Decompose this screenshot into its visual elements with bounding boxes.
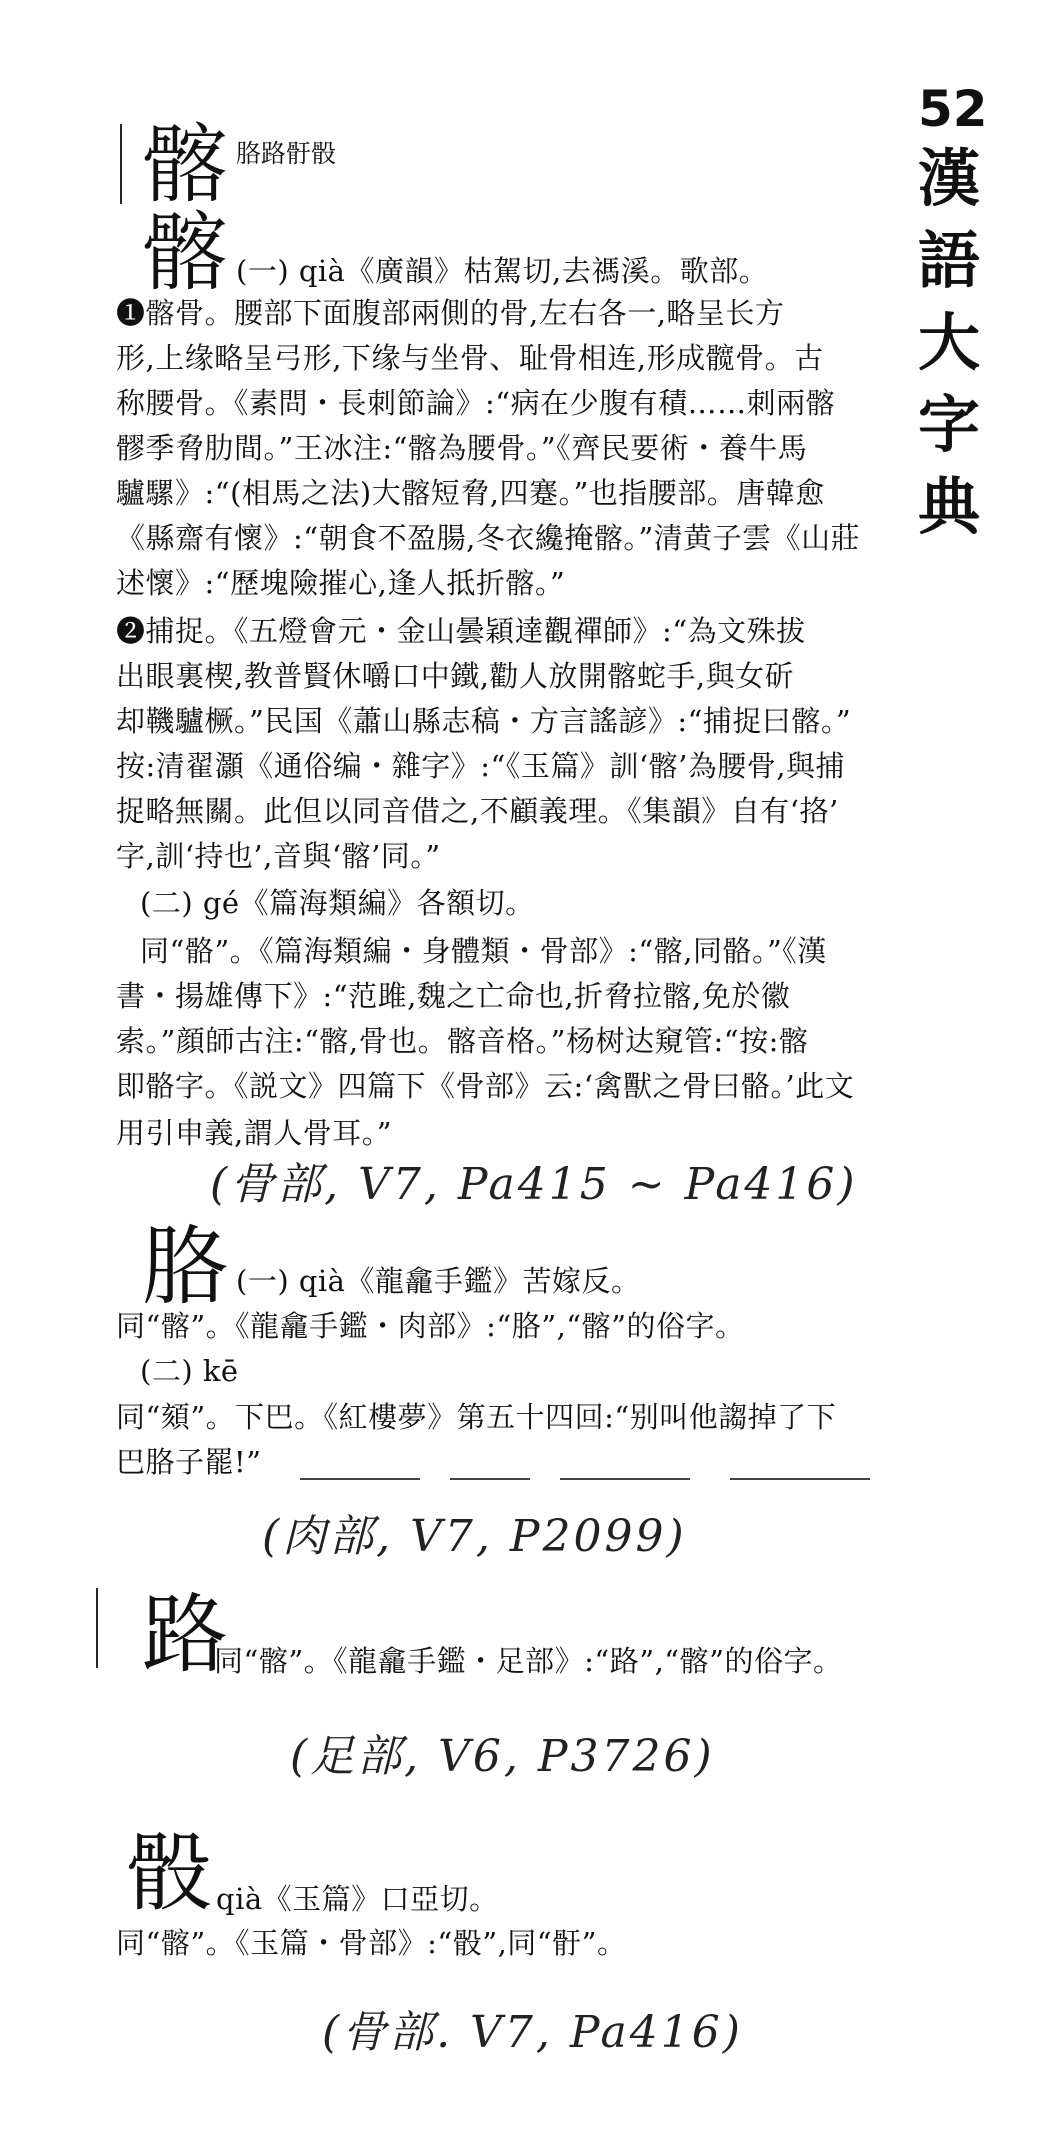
handwritten-note: (足部, V6, P3726) bbox=[290, 1731, 715, 1782]
handwritten-note: (骨部, V7, Pa415 ~ Pa416) bbox=[210, 1159, 858, 1210]
entry-heading-char: 髂 bbox=[142, 115, 228, 215]
entry-line: 同“髂”。《龍龕手鑑・足部》:“路”,“髂”的俗字。 bbox=[214, 1644, 843, 1678]
entry-line: 驢騾》:“(相馬之法)大髂短脅,四蹇。”也指腰部。唐韓愈 bbox=[116, 476, 825, 510]
entry-heading-char: 路 bbox=[142, 1585, 228, 1685]
title-char: 漢 bbox=[917, 142, 980, 215]
entry-line: 捉略無關。此但以同音借之,不顧義理。《集韻》自有‘挌’ bbox=[116, 794, 839, 828]
title-char: 語 bbox=[917, 224, 980, 297]
handwritten-note: (骨部. V7, Pa416) bbox=[322, 2007, 743, 2058]
margin-bar bbox=[120, 124, 122, 204]
margin-bar bbox=[96, 1588, 98, 1668]
entry-line: qià《玉篇》口亞切。 bbox=[216, 1882, 499, 1916]
title-char: 大 bbox=[917, 306, 980, 379]
title-char: 字 bbox=[917, 388, 980, 461]
entry-line: 同“髂”。《龍龕手鑑・肉部》:“胳”,“髂”的俗字。 bbox=[116, 1309, 745, 1343]
entry-variants: 胳路骬骰 bbox=[236, 139, 337, 168]
entry-line: 巴胳子罷!” bbox=[116, 1445, 262, 1479]
entry-line: 却鞿驢橛。”民国《蕭山縣志稿・方言謠諺》:“捕捉曰髂。” bbox=[116, 704, 852, 738]
entry-line: 即骼字。《説文》四篇下《骨部》云:‘禽獸之骨曰骼。’此文 bbox=[116, 1069, 855, 1103]
entry-line: 《縣齋有懷》:“朝食不盈腸,冬衣纔掩髂。”清黄子雲《山莊 bbox=[116, 521, 861, 555]
book-title bbox=[914, 138, 984, 548]
entry-line: 出眼裏楔,教普賢休嚼口中鐵,勸人放開髂蛇手,與女斫 bbox=[116, 659, 795, 693]
entry-line: 書・揚雄傳下》:“范雎,魏之亡命也,折脅拉髂,免於徽 bbox=[116, 979, 791, 1013]
title-char: 典 bbox=[917, 470, 980, 543]
entry-line: (二) gé《篇海類編》各額切。 bbox=[140, 886, 535, 920]
entry-line: 索。”顔師古注:“髂,骨也。髂音格。”杨树达窺管:“按:髂 bbox=[116, 1024, 809, 1058]
entry-line: 同“骼”。《篇海類編・身體類・骨部》:“髂,同骼。”《漢 bbox=[140, 934, 827, 968]
scan-mark bbox=[450, 1478, 530, 1480]
entry-line: (二) kē bbox=[140, 1354, 239, 1388]
entry-line: 字,訓‘持也’,音與‘髂’同。” bbox=[116, 839, 441, 873]
entry-line: 按:清翟灝《通俗编・雜字》:“《玉篇》訓‘髂’為腰骨,與捕 bbox=[116, 749, 846, 783]
scan-mark bbox=[300, 1478, 420, 1480]
scan-mark bbox=[560, 1478, 690, 1480]
entry-line: ❷捕捉。《五燈會元・金山曇穎達觀禪師》:“為文殊拔 bbox=[116, 614, 806, 648]
page-number: 52 bbox=[918, 80, 988, 138]
entry-line: ❶髂骨。腰部下面腹部兩側的骨,左右各一,略呈长方 bbox=[116, 296, 785, 330]
entry-line: 同“髂”。《玉篇・骨部》:“骰”,同“骬”。 bbox=[116, 1926, 627, 1960]
entry-line: (一) qià《龍龕手鑑》苦嫁反。 bbox=[236, 1264, 641, 1298]
entry-line: 用引申義,謂人骨耳。” bbox=[116, 1116, 393, 1150]
entry-line: 同“頦”。下巴。《紅樓夢》第五十四回:“别叫他謅掉了下 bbox=[116, 1400, 837, 1434]
entry-line: 述懷》:“歷塊險摧心,逢人抵折髂。” bbox=[116, 566, 566, 600]
entry-line: (一) qià《廣韻》枯駕切,去禡溪。歌部。 bbox=[236, 254, 769, 288]
entry-line: 称腰骨。《素問・長刺節論》:“病在少腹有積……刺兩髂 bbox=[116, 386, 836, 420]
entry-heading-char: 胳 bbox=[142, 1217, 228, 1317]
entry-line: 髎季脅肋間。”王冰注:“髂為腰骨。”《齊民要術・養牛馬 bbox=[116, 431, 808, 465]
handwritten-note: (肉部, V7, P2099) bbox=[262, 1511, 687, 1562]
scan-mark bbox=[730, 1478, 870, 1480]
entry-heading-char: 髂 bbox=[142, 203, 228, 303]
entry-line: 形,上缘略呈弓形,下缘与坐骨、耻骨相连,形成髋骨。古 bbox=[116, 341, 824, 375]
entry-heading-char: 骰 bbox=[126, 1823, 212, 1923]
